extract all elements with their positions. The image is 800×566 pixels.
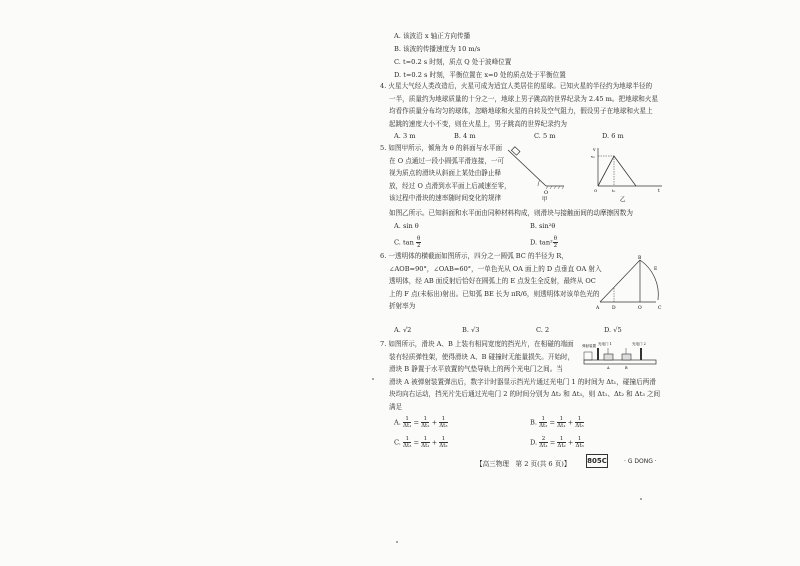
q5-line-5: 该过程中滑块的速率随时间变化的规律	[389, 194, 502, 203]
q6-line-3: 透明体，经 AB 面反射后恰好在圆弧上的 E 点发生全反射，最终从 OC	[389, 277, 596, 286]
q4-option-a: A. 3 m	[394, 132, 416, 140]
q3-option-b: B. 该波的传播速度为 10 m/s	[394, 45, 481, 53]
q5-fig-v-axis-label: v	[593, 148, 596, 153]
q5-option-a: A. sin θ	[394, 222, 419, 230]
q4-option-c: C. 5 m	[534, 132, 556, 140]
q4-line-1: 4. 火星大气经人类改造后，火星可成为适宜人类居住的星球。已知火星的半径约为地球半径的	[380, 82, 653, 90]
q7-line-1: 7. 如图所示，滑块 A、B 上装有相同宽度的挡光片，在相碰的端面	[380, 340, 574, 348]
scan-speck	[396, 541, 398, 543]
footer-title: 【高三物理 第 2 页(共 6 页)】	[476, 460, 571, 468]
q5-fig-jia-label: 甲	[542, 197, 548, 202]
q6-line-5: 折射率为	[389, 302, 416, 311]
q6-option-b: B. √3	[462, 326, 480, 334]
q7-option-a: A. $\frac{1}{\text{Δt₁}}$ = $\frac{1}{\text{Δt₂}}$ + $\frac{1}{\text{Δt₃}}$	[394, 416, 448, 429]
q6-line-1: 6. 一透明体的横截面如图所示，四分之一圆弧 BC 的半径为 R，	[380, 252, 568, 260]
q5-fig-yi-label: 乙	[620, 197, 626, 202]
q4-option-d: D. 6 m	[602, 132, 624, 140]
q5-option-d-num: θ	[553, 236, 558, 242]
q5-line-1: 5. 如图甲所示，倾角为 θ 的斜面与水平面	[380, 144, 503, 152]
q7-fig-gate1-label: 光电门 1	[598, 342, 612, 346]
q4-line-4: 起跳的速度大小不变，则在火星上，男子跳高的世界纪录约为	[389, 119, 568, 128]
q7-option-a-letter: A.	[394, 418, 401, 427]
q6-figure-quarter-circle	[594, 254, 666, 312]
q6-line-2: ∠AOB=90°，∠OAB=60°，一单色光从 OA 面上的 D 点垂直 OA 射入	[389, 264, 602, 273]
q7-figure-air-track	[582, 340, 658, 370]
q5-line-4: 放，经过 O 点滑到水平面上后减速至零，	[389, 181, 511, 190]
q6-fig-label-d: D	[612, 306, 616, 311]
q7-option-c: C. $\frac{1}{\text{Δt₃}}$ = $\frac{1}{\text{Δt₁}}$ + $\frac{1}{\text{Δt₂}}$	[394, 436, 448, 449]
q5-option-c	[394, 236, 421, 249]
q7-option-b-letter: B.	[530, 418, 537, 427]
q5-fig-t-axis-label: t	[658, 189, 660, 194]
q7-option-d: D. $\frac{2}{\text{Δt₁}}$ = $\frac{1}{\text{Δt₂}}$ + $\frac{1}{\text{Δt₃}}$	[530, 436, 584, 449]
q7-fig-gate2-label: 光电门 2	[632, 342, 646, 346]
q5-option-d-fraction	[553, 236, 558, 249]
q5-fig-v0-label: v₀	[591, 154, 595, 159]
q6-line-4: 上的 F 点(未标出)射出。已知弧 BE 长为 πR/6，则透明体对该单色光的	[389, 289, 600, 298]
q5-fig-t0-label: t₀	[612, 188, 616, 193]
q7-option-d-letter: D.	[530, 438, 538, 447]
q5-option-c-prefix: C. tan	[394, 238, 414, 247]
q7-line-2: 装有轻质弹性架，使得滑块 A、B 碰撞时无能量损失。开始时，	[389, 352, 575, 361]
q7-line-6: 满足	[389, 402, 403, 411]
q5-option-c-fraction	[416, 236, 421, 249]
q7-option-b: B. $\frac{1}{\text{Δt₂}}$ = $\frac{1}{\text{Δt₁}}$ + $\frac{1}{\text{Δt₃}}$	[530, 416, 584, 429]
paper-code-box: 805C	[586, 454, 608, 468]
q7-fig-b-label: B	[625, 366, 628, 370]
q5-fig-o-label: O	[544, 190, 549, 196]
scan-speck	[372, 378, 374, 380]
q7-fig-shooter-label: 弹射装置	[582, 344, 596, 348]
q5-last-line: 如图乙所示。已知斜面和水平面由同种材料构成，则滑块与接触面间的动摩擦因数为	[389, 209, 633, 217]
q5-option-d-prefix: D. tan²	[530, 238, 553, 247]
q7-line-5: 块均向右运动，挡光片先后通过光电门 2 的时间分别为 Δt₂ 和 Δt₃，则 Δt₁、Δt₂ 和 Δt₃ 之间	[389, 390, 661, 399]
q6-fig-label-b: B	[638, 256, 642, 261]
q5-line-2: 在 O 点通过一段小圆弧平滑连接，一可	[389, 156, 505, 165]
q5-option-d	[530, 236, 558, 249]
footer-right-mark: · G DONG ·	[624, 458, 657, 465]
q6-option-d: D. √5	[604, 326, 622, 334]
q5-line-3: 视为质点的滑块从斜面上某处由静止释	[389, 169, 502, 178]
scan-speck	[640, 498, 642, 500]
q5-option-b: B. sin²θ	[530, 222, 556, 230]
q7-option-c-letter: C.	[394, 438, 401, 447]
q5-option-d-den: 2	[553, 243, 558, 249]
q6-fig-label-o: O	[638, 306, 642, 311]
q3-option-a: A. 该波沿 x 轴正方向传播	[394, 32, 471, 40]
q6-option-a: A. √2	[394, 326, 412, 334]
q7-line-3: 滑块 B 静置于水平放置的气垫导轨上的两个光电门之间。当	[389, 365, 563, 374]
q7-line-4: 滑块 A 被弹射装置弹出后，数字计时器显示挡光片通过光电门 1 的时间为 Δt₁，碰撞后两滑	[389, 377, 656, 386]
q3-option-c: C. t=0.2 s 时刻，质点 Q 处于波峰位置	[394, 58, 512, 66]
q3-option-d: D. t=0.2 s 时刻，平衡位置在 x=0 处的质点处于平衡位置	[394, 71, 566, 79]
q5-figure-incline	[504, 146, 566, 202]
question-5	[380, 142, 511, 205]
q6-option-c: C. 2	[536, 326, 550, 334]
q6-fig-label-e: E	[654, 267, 658, 272]
q6-fig-label-a: A	[596, 306, 600, 311]
question-4	[380, 80, 658, 130]
q5-figure-vt-graph	[590, 146, 664, 202]
q5-fig-origin-label: O	[594, 188, 598, 193]
q7-fig-a-label: A	[607, 366, 610, 370]
q4-option-b: B. 4 m	[454, 132, 476, 140]
q5-option-c-num: θ	[416, 236, 421, 242]
q6-fig-label-c: C	[658, 306, 662, 311]
q5-option-c-den: 2	[416, 243, 421, 249]
question-6	[380, 250, 602, 313]
q4-line-3: 均看作质量分布均匀的球体，忽略地球和火星的自转及空气阻力，假设男子在地球和火星上	[389, 107, 653, 116]
q4-line-2: 一半，质量约为地球质量的十分之一，地球上男子跳高的世界纪录为 2.45 m。把地球和火星	[389, 94, 659, 103]
